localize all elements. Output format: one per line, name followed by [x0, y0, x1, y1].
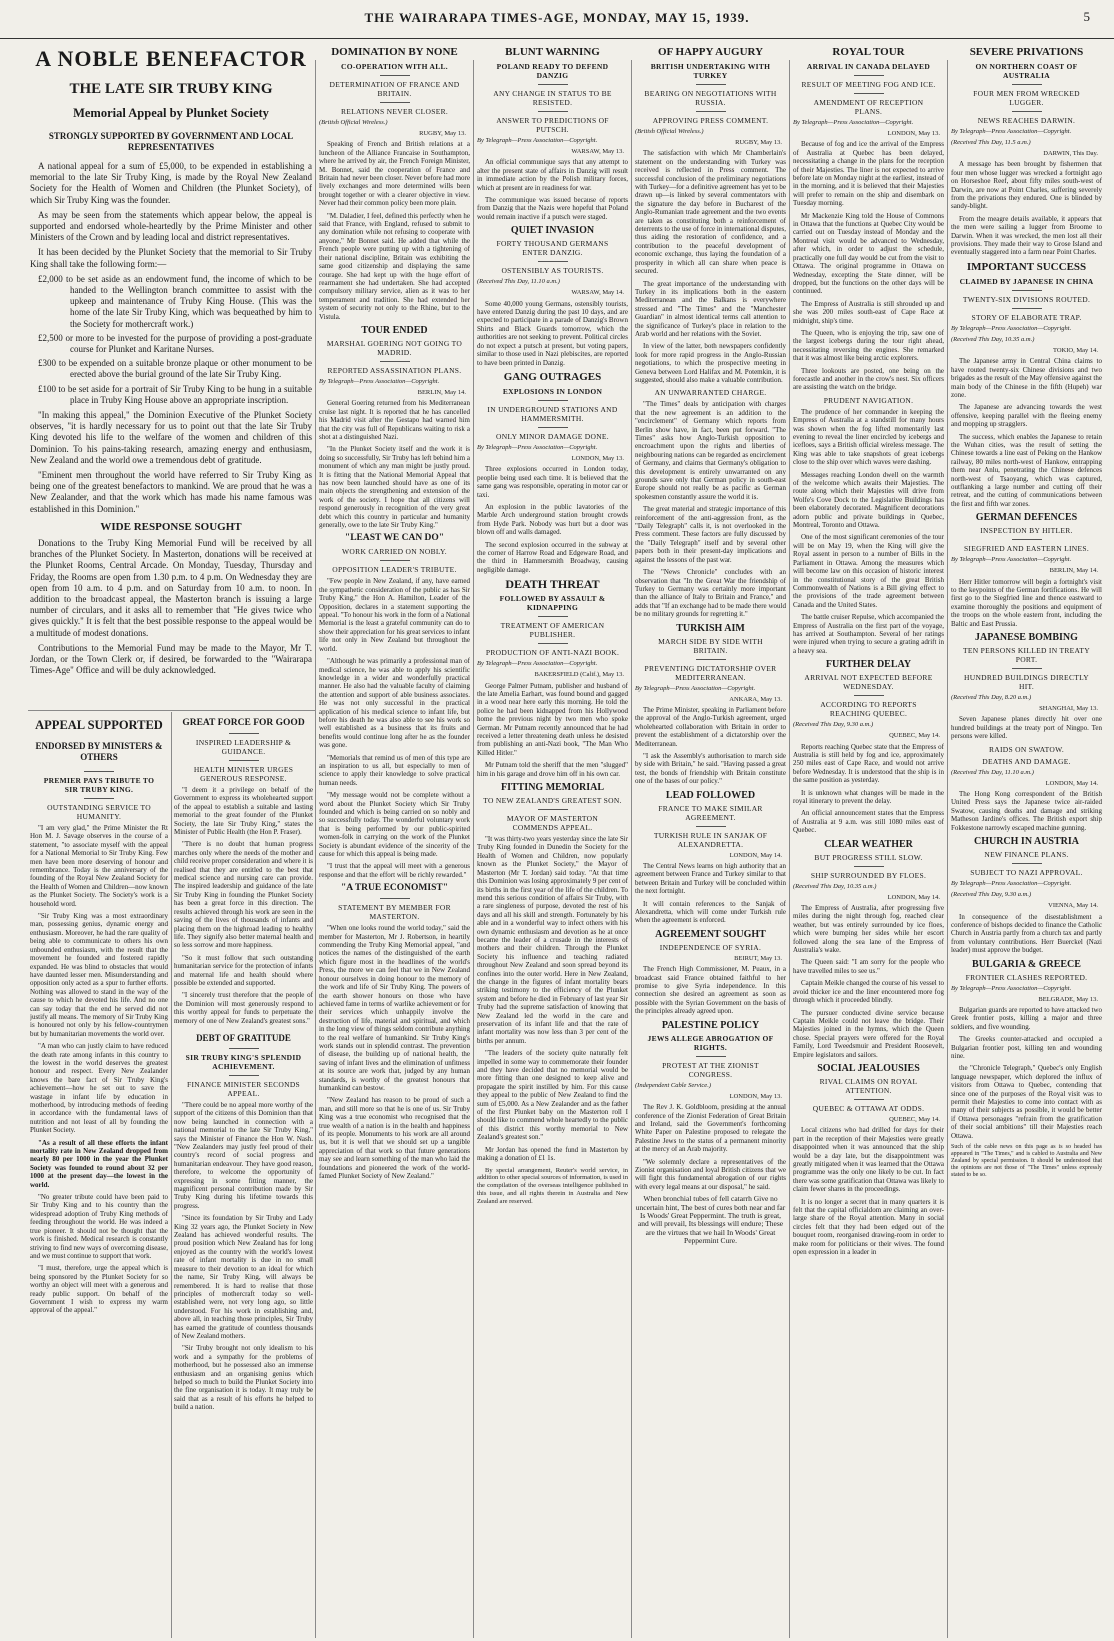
section-heading: CHURCH IN AUSTRIA [973, 836, 1079, 848]
section-heading: QUIET INVASION [510, 225, 595, 237]
paragraph: "Sir Truby brought not only idealism to his work and a sympathy for the problems of motherhood, but he possessed also an immense enthusiasm and an organising genius which helped so much to build the Plunket Society into the fine organisation it is today. It may truly be said that as a result of his efforts he helped to build a nation. [174, 1344, 313, 1412]
paragraph: The Rev J. K. Goldbloom, presiding at the annual conference of the Zionist Federation of Great Britain and Ireland, said the Government's forthcoming White Paper on Palestine proposed to relegate the Palestine Jews to the status of a permanent minority at the mercy of an Arab majority. [635, 1103, 786, 1154]
subheadline: STORY OF ELABORATE TRAP. [971, 312, 1082, 322]
paragraph: "Although he was primarily a professional man of medical science, he was able to apply his scientific knowledge in a wider and wonderfully practical manner. He also had the valuable faculty of claiming the attention and support of able business associates. He was not only successful in the practical application of his medical science to infant life, but before his death he was also able to see his work so well established as a business that its fruits and benefits would continue long after he as the founder was gone. [319, 657, 470, 750]
paragraph: "There is no doubt that human progress marches only where the needs of the mother and child receive proper consideration and where it is realised that they are entitled to the best that medical science and nursing care can provide. The inspired leadership and guidance of the late Sir Truby King in founding the Plunket Society has been a great force in this direction. The results achieved through his work are seen in the saving of the lives of thousands of infants and placing them on the highroad leading to healthy life. They signify also better maternal health and so less sorrow and more happiness. [174, 840, 313, 950]
paragraph: "Sir Truby King was a most extraordinary man, possessing genius, dynamic energy and enthusiasm. Moreover, he had the rare quality of being able to communicate to others his own unbounded enthusiasm, with the result that the movement he founded and fostered rapidly expanded. He was blind to obstacles that would have daunted lesser men. Misunderstanding and opposition only acted as a spur to further efforts. Nothing was allowed to stand in the way of the cause to which he devoted his life. And no one can say today that the end he served did not justify all means. The memory of Sir Truby King is honoured not only by his fellow-countrymen but by humanitarian movements the world over. [30, 912, 168, 1038]
page-number: 5 [1083, 9, 1090, 24]
divider [229, 760, 259, 761]
paragraph: Donations to the Truby King Memorial Fund will be received by all branches of the Plunket Society. In Masterton, donations will be received at the Plunket Rooms, Central Arcade. On Monday, Tuesday, Thursday and Friday, the Rooms are open from 1.30 p.m. to 4 p.m. On Wednesday they are open from 10 a.m. to 4 p.m. and on Saturday from 10 a.m. to noon. In addition to the broadcast appeal, the Masterton branch is issuing a large number of circulars, and it asks all to remember that "He gives twice who gives quickly." It is felt that the best possible response to the appeal would be a multitude of modest donations. [30, 537, 312, 638]
subheadline: PREMIER PAYS TRIBUTE TO SIR TRUBY KING. [43, 776, 155, 794]
credit-line: By Telegraph—Press Association—Copyright. [951, 556, 1072, 564]
paragraph: "There could be no appeal more worthy of the support of the citizens of this Dominion than that now being launched in connection with a national memorial to the late Sir Truby King," says the Minister of Finance the Hon W. Nash. "New Zealanders may justly feel proud of their country's record of social progress and humanitarian endeavour. They have good reason, therefore, to welcome the opportunity of expressing in some fitting manner, the magnificent personal contribution made by Sir Truby King during his lifetime towards this progress. [174, 1100, 313, 1210]
paragraph: Contributions to the Memorial Fund may be made to the Mayor, Mr T. Jordan, or the Town Clerk or, if desired, be forwarded to the "Wairarapa Times-Age" Office and will be duly acknowledged. [30, 642, 312, 676]
section-heading: AGREEMENT SOUGHT [655, 928, 766, 940]
subheadline: MARCH SIDE BY SIDE WITH BRITAIN. [658, 636, 763, 655]
dateline: LONDON, May 14. [729, 851, 782, 859]
paragraph: Local citizens who had drilled for days for their part in the reception of their Majesties were greatly disappointed when it was announced that the ship would be a day late, but the disappointment was greatly mitigated when it was learned that the Ottawa programme was the only one likely to be cut. In fact there was some gratification that Ottawa was likely to claim fewer shares in the proceedings. [793, 1126, 944, 1194]
credit-line: By Telegraph—Press Association—Copyright. [477, 137, 598, 144]
divider [538, 616, 568, 617]
paragraph: General Goering returned from his Mediterranean cruise last night. It is reported that he has cancelled his Madrid visit after the Gestapo had warned him that the city was full of Republicans waiting to risk a shot at a distinguished Nazi. [319, 399, 470, 441]
subheadline: STATEMENT BY MEMBER FOR MASTERTON. [338, 903, 451, 922]
list-item: £100 to be set aside for a portrait of Sir Truby King to be hung in a suitable place in Truby King House above an appropriate inscription. [38, 383, 312, 405]
paragraph: "The leaders of the society quite naturally felt impelled in some way to commemorate their founder and they have decided that no memorial would be more fitting than one designed to keep alive and propagate the spirit instilled by him. For this cause they appeal to the public of New Zealand to find the sum of £5,000. As a New Zealander and as the father of the first Plunket baby on the Masterton roll I should like to commend whole heartedly to the public of this district this worthy memorial to New Zealand's greatest son." [477, 1049, 628, 1142]
paragraph: The satisfaction with which Mr Chamberlain's statement on the understanding with Turkey was received is reflected in Press comment. The successful conclusion of the preliminary negotiations with Turkey—for a definitive agreement has yet to be drawn up—is linked by several commentators with the signature the day before in Bucharest of the Anglo-Rumanian trade agreement and the two events are taken as constituting both a reinforcement of deterrents to the use of force in international disputes, thus aiding the restoration of confidence, and a contribution to the peaceful development of economic exchange, thus laying the foundation of a prosperity in which all can share when peace is secured. [635, 149, 786, 276]
paragraph: "Memorials that remind us of men of this type are an inspiration to us all, but especially to men of science to apply their knowledge to solve practical human needs. [319, 753, 470, 787]
column-4 [635, 42, 786, 1638]
subheadline: ONLY MINOR DAMAGE DONE. [496, 431, 609, 441]
list-item: £2,000 to be set aside as an endowment fund, the income of which to be handed to the Wellington branch committee to assist with the upkeep and maintenance of Truby King House. (This was the home of the late Sir Truby King, which was bequeathed by him to the Society for mothercraft work.) [38, 273, 312, 329]
divider [538, 261, 568, 262]
subheadline: TWENTY-SIX DIVISIONS ROUTED. [962, 294, 1091, 304]
divider [380, 102, 410, 103]
paragraph: From the meagre details available, it appears that the men were sailing a lugger from Broome to Darwin. When it was wrecked, the men lost all their provisions. They made their way to Grose Island and eventually staggered into a farm near Point Charles. [951, 214, 1102, 257]
credit-line: By Telegraph—Press Association—Copyright. [477, 660, 598, 668]
headline: GREAT FORCE FOR GOOD [182, 718, 305, 728]
paragraph: The communique was issued because of reports from Danzig that the Nazis were hopeful that Poland would remain inactive if a putsch were staged. [477, 196, 628, 221]
paragraph: The pursuer conducted divine service because Captain Meikle could not leave the bridge. Their Majesties joined in the hymns, which the Queen chose. Special prayers were offered for the Royal Family, Lord Tweedsmuir and President Roosevelt, Empire legislators and sailors. [793, 1008, 944, 1059]
paragraph: Mr Jordan has opened the fund in Masterton by making a donation of £1 1s. [477, 1145, 628, 1163]
reuters-note: By special arrangement, Reuter's world service, in addition to other special sources of information, is used in the compilation of the overseas intelligence published in this issue, and all rights therein in Australia and New Zealand are reserved. [477, 1166, 628, 1205]
subheadline: EXPLOSIONS IN LONDON [502, 386, 603, 396]
dateline: WARSAW, May 14. [571, 289, 624, 297]
section-heading: DEATH THREAT [505, 577, 600, 592]
subheadline: NEWS REACHES DARWIN. [977, 116, 1076, 125]
paragraph: "In the Plunket Society itself and the work it is doing so successfully, Sir Truby has left behind him a monument of which any man might be justly proud. It is fitting that the National Memorial Appeal that has now been launched should have as one of its main objects the strengthening and extension of the work of the society. I hope that all citizens will respond generously in recognition of the very great debt which this country in particular and humanity generally, owe to the late Sir Truby King." [319, 445, 470, 530]
subheadline: SIR TRUBY KING'S SPLENDID ACHIEVEMENT. [185, 1052, 302, 1071]
paragraph: the "Chronicle Telegraph," Quebec's only English language newspaper, which deplored the influx of visitors from Ottawa to Quebec, contending that since one of the purposes of the Royal visit was to permit their Majesties to come into contact with as many of their subjects as possible, it would be better if Ottawa personages "refrain from the gratification of their social ambitions" till their Majesties reach Ottawa. [951, 1064, 1102, 1140]
section-heading: "A TRUE ECONOMIST" [341, 883, 448, 894]
paragraph: The Hong Kong correspondent of the British United Press says the Japanese twice air-raided Swatow, causing deaths and damage and striking Matheson Jardine's offices. The British export ship Fokkestone narrowly escaped machine gunning. [951, 790, 1102, 832]
section-heading: FURTHER DELAY [825, 659, 912, 671]
paragraph: As may be seen from the statements which appear below, the appeal is supported and endorsed whole-heartedly by the Prime Minister and other Ministers of the Crown and by leading local and district representatives. [30, 209, 312, 243]
headline: DOMINATION BY NONE [331, 46, 458, 58]
subheadline: TEN PERSONS KILLED IN TREATY PORT. [962, 646, 1090, 665]
dateline: LONDON, May 14. [887, 893, 940, 901]
credit-line: (Received This Day, 9.30 a.m.) [951, 891, 1032, 899]
paragraph: Because of fog and ice the arrival of the Empress of Australia at Quebec has been delayed, necessitating a change in the plans for the reception of their Majesties. The liner is not expected to arrive before late on Monday night at the earliest, instead of in the morning, and it is believed that their Majesties will prefer to remain on the ship and disembark on Tuesday morning. [793, 140, 944, 208]
subheadline: FRANCE TO MAKE SIMILAR AGREEMENT. [658, 803, 763, 822]
paragraph: "I must, therefore, urge the appeal which is being sponsored by the Plunket Society for so worthy an object will meet with a generous and ready public support. On behalf of the Government I wish to express my warm approval of the appeal." [30, 1264, 168, 1315]
subheadline: FINANCE MINISTER SECONDS APPEAL. [186, 1079, 301, 1098]
paragraph: "So it must follow that such outstanding humanitarian service for the protection of infants and maternal life and health should where possible be extended and supported. [174, 953, 313, 987]
divider [696, 659, 726, 660]
divider [380, 75, 410, 76]
paragraph: "We solemnly declare a representatives of the Zionist organisation and loyal British citizens that we will fight this fundamental abrogation of our rights with every legal means at our disposal," he said. [635, 1157, 786, 1191]
subheadline: WORK CARRIED ON NOBLY. [342, 547, 447, 557]
credit-line: (Received This Day, 11.10 a.m.) [951, 768, 1034, 776]
dateline: BELGRADE, May 13. [1038, 995, 1098, 1003]
column-rule [947, 60, 948, 1638]
divider [380, 560, 410, 561]
masthead [0, 0, 1114, 39]
divider [1012, 863, 1042, 864]
list-item: £2,500 or more to be invested for the purpose of providing a post-graduate course for Plunket and Karitane Nurses. [38, 332, 312, 355]
paragraph: In view of the latter, both newspapers confidently look for more rapid progress in the Anglo-Russian negotiations, to which the prospective meeting in Geneva between Lord Halifax and M. Potemkin, it is suggested, should also make a valuable contribution. [635, 342, 786, 384]
divider [84, 798, 114, 799]
subheadline: CO-OPERATION WITH ALL. [341, 62, 448, 71]
dateline: BAKERSFIELD (Calif.), May 13. [534, 671, 624, 679]
divider [854, 695, 884, 696]
subheadline: PREVENTING DICTATORSHIP OVER MEDITERRANEAN. [644, 663, 777, 682]
section-heading: FITTING MEMORIAL [500, 782, 605, 794]
subheadline: NEW FINANCE PLANS. [984, 850, 1069, 860]
subheadline: RELATIONS NEVER CLOSER. [340, 107, 449, 116]
column-rule [171, 712, 172, 1638]
paragraph: "My message would not be complete without a word about the Plunket Society which Sir Truby founded and which is being carried on so nobly and so successfully today. The wonderful voluntary work that is being performed by our public-spirited women-folk in carrying on the work of the Plunket Society is abundant evidence of the sincerity of the cause for which this appeal is being made. [319, 791, 470, 859]
paragraph: The Empress of Australia, after progressing five miles during the night through fog, reached clear weather, but was entirely surrounded by ice floes, which were bumping her sides while her escort followed along the sea lane of the Empress of Australia's wake. [793, 904, 944, 955]
credit-line: By Telegraph—Press Association—Copyright. [951, 984, 1072, 992]
paragraph: "New Zealand has reason to be proud of such a man, and still more so that he is one of us. Sir Truby King was a true economist who recognised that the true wealth of a nation is in the health and happiness of its people. Monuments to his work are all around us, but it is well that we should set up a tangible appreciation of that work so that future generations may see and learn something of the man who laid the foundations and pioneered the work of the world-famed Plunket Society of New Zealand." [319, 1096, 470, 1181]
section-heading: TOUR ENDED [361, 324, 428, 336]
divider [538, 643, 568, 644]
dateline: VIENNA, May 14. [1048, 902, 1098, 910]
divider [538, 111, 568, 112]
subheadline: SHIP SURROUNDED BY FLOES. [810, 870, 927, 880]
column-3 [477, 42, 628, 1638]
times-note: Such of the cable news on this page as is so headed has appeared in "The Times," and is cabled to Australia and New Zealand by special permission. It should be understood that the opinions are not those of "The Times" unless expressly stated to be so. [951, 1144, 1102, 1179]
credit-line: (Received This Day, 11.10 a.m.) [477, 278, 560, 286]
subheadline: FRONTIER CLASHES REPORTED. [965, 972, 1088, 982]
paragraph: "When one looks round the world today," said the member for Masterton, Mr J. Robertson, in heartily commending the Truby King Memorial appeal, "and notices the names of the distinguished of the earth which figure most in the headlines of the world's Press, the more we can feel that we in New Zealand honour ourselves in doing honour to the memory of the work and life of Sir Truby King. The powers of the earth shower honours on those who have achieved fame in terms of warlike achievement or for their services which unhappily involve the destruction of life, material and spiritual, and which in the long view of things seldom contribute anything to the real welfare of humankind. Sir Truby King's work stands out in splendid contrast. The prevention of disease, the building up of national health, the saving of infant lives and the elimination of unfitness at its source are work that, judged by any human standards, is worthy of the greatest honours that humankind can bestow. [319, 924, 470, 1092]
credit-line: (Received This Day, 10.35 a.m.) [951, 335, 1035, 343]
subheadline: OPPOSITION LEADER'S TRIBUTE. [332, 565, 457, 575]
paragraph: "The Times" deals by anticipation with charges that the new agreement is an addition to the "encirclement" of Germany which reports from Berlin show have, in fact, been put forward. "The Times" asks how Anglo-Turkish opposition to encroachment upon the rights and liberties of neighbouring nations can be regarded as encirclement of Germany, and claims that Germany's obligation to this development is entirely unwarranted on any grounds save only that German policy in south-east Europe should not really be as pacific as German spokesmen constantly assure the world it is. [635, 400, 786, 501]
credit-line: By Telegraph—Press Association—Copyright. [951, 324, 1072, 332]
memorial-allocation-list [38, 273, 312, 406]
article-great-force-for-good [174, 714, 313, 1638]
subheadline: THE LATE SIR TRUBY KING [69, 81, 273, 97]
paragraph: The great material and strategic importance of this reinforcement of the anti-aggression front, as the "Daily Telegraph" calls it, is not overlooked in the Press comment. These factors are fully discussed by the "Daily Telegraph" itself and by several other papers both in their present-day implications and against the lessons of the past war. [635, 505, 786, 564]
subheadline: SUBJECT TO NAZI APPROVAL. [970, 868, 1083, 878]
divider [84, 771, 114, 772]
credit-line: By Telegraph—Press Association—Copyright. [319, 377, 440, 385]
paragraph: Reports reaching Quebec state that the Empress of Australia is still held by fog and ice, approximately 250 miles east of Cape Race, and would not arrive before Wednesday. It is understood that the ship is in the same position as yesterday. [793, 742, 944, 785]
paragraph: The second explosion occurred in the subway at the corner of Harrow Road and Edgeware Road, and the third in Hammersmith Broadway, causing negligible damage. [477, 540, 628, 574]
paragraph: A message has been brought by fishermen that four men whose lugger was wrecked a fortnight ago on Horseshoe Reef, about fifty miles south-west of Darwin, are now at Point Charles, suffering severely from the privations they endured. One is blinded by sandy-blight. [951, 160, 1102, 211]
section-heading: GERMAN DEFENCES [975, 512, 1078, 524]
headline: OF HAPPY AUGURY [657, 46, 764, 58]
section-heading: SOCIAL JEALOUSIES [817, 1062, 920, 1074]
section-heading: LEAD FOLLOWED [665, 789, 756, 801]
subheadline: BRITISH UNDERTAKING WITH TURKEY [650, 62, 771, 80]
paragraph: The Queen said: "I am sorry for the people who have travelled miles to see us." [793, 958, 944, 975]
paragraph: "M. Daladier, I feel, defined this perfectly when he said that France, with England, refused to submit to any domination while not refusing to cooperate with anyone," Mr Bonnet said. He added that while the French people were putting up with a tightening of their national discipline, Britain was exhibiting the same good citizenship and displaying the same courage. She had kept up with the huge effort of rearmament she had undertaken. She had accepted compulsory military service, alien as it was to her temperament and tradition. She had extended her system of security not only to the Rhine, but to the Vistula. [319, 211, 470, 321]
subheadline: Memorial Appeal by Plunket Society [73, 106, 269, 120]
section-heading: BULGARIA & GREECE [972, 958, 1081, 970]
subheadline: BEARING ON NEGOTIATIONS WITH RUSSIA. [644, 89, 777, 107]
masthead-title: THE WAIRARAPA TIMES-AGE, MONDAY, MAY 15, 1939. [364, 10, 750, 25]
divider [1012, 290, 1042, 291]
divider [538, 427, 568, 428]
subheadline: ON NORTHERN COAST OF AUSTRALIA [975, 62, 1078, 80]
paragraph: It is no longer a secret that in many quarters it is felt that the capital officialdom are claiming an over-large share of the Royal attention. Many in social circles felt that they had been edged out of the bouquet room, reorganised drawing-room in order to make room for politicians or their wives. The found open expression in a leader in [793, 1197, 944, 1257]
divider [538, 809, 568, 810]
paragraph: Seven Japanese planes directly hit over one hundred buildings at the treaty port of Ningpo. Ten persons were killed. [951, 715, 1102, 741]
dateline: BERLIN, May 14. [1049, 567, 1098, 575]
divider [1012, 308, 1042, 309]
divider [696, 111, 726, 112]
dateline: LONDON, May 13. [887, 130, 940, 137]
article-appeal-supported [30, 714, 168, 1638]
dateline: QUEBEC, May 14. [889, 732, 940, 740]
subheadline: MARSHAL GOERING NOT GOING TO MADRID. [326, 338, 463, 357]
divider [696, 826, 726, 827]
subheadline: APPROVING PRESS COMMENT. [652, 116, 769, 125]
section-heading: WIDE RESPONSE SOUGHT [100, 520, 242, 533]
credit-line: By Telegraph—Press Association—Copyright. [793, 119, 914, 126]
section-heading: GANG OUTRAGES [503, 370, 602, 383]
divider [854, 75, 884, 76]
paragraph: The French High Commissioner, M. Puaux, in a broadcast said France obtained faithful to her promise to give Syria independence. In this connection she desired an agreement as soon as possible with the Syrian Government on the basis of the principles already agreed upon. [635, 965, 786, 1016]
divider [380, 361, 410, 362]
paragraph: In consequence of the disestablishment a conference of bishops decided to finance the Catholic Church in Austria partly from a church tax and partly from voluntary contributions. Herr Buerckel (Nazi leader) must approve the budget. [951, 912, 1102, 955]
subheadline: TREATMENT OF AMERICAN PUBLISHER. [500, 621, 605, 640]
paragraph: "Eminent men throughout the world have referred to Sir Truby King as being one of the greatest benefactors to mankind. We are proud that he was a New Zealander, and that the work which has made his name famous was established in this Dominion." [30, 470, 312, 514]
subheadline: REPORTED ASSASSINATION PLANS. [327, 365, 462, 375]
dateline: ANKARA, May 13. [729, 695, 782, 703]
subheadline: OUTSTANDING SERVICE TO HUMANITY. [47, 803, 151, 821]
divider [854, 93, 884, 94]
divider [854, 1099, 884, 1100]
subheadline: BUT PROGRESS STILL SLOW. [814, 852, 923, 862]
paragraph: An official communique says that any attempt to alter the present state of affairs in Danzig will result in immediate action by the Polish military forces, which at present are in readiness for war. [477, 158, 628, 192]
divider [538, 400, 568, 401]
paragraph: The Prime Minister, speaking in Parliament before the approval of the Anglo-Turkish agreement, urged wholehearted collaboration with Britain in order to prevent the establishment of a dictatorship over the Mediterranean. [635, 705, 786, 748]
column-2 [319, 42, 470, 1638]
paragraph: It is unknown what changes will be made in the royal itinerary to prevent the delay. [793, 788, 944, 805]
credit-line: (Received This Day, 9.30 a.m.) [793, 721, 874, 729]
paragraph: "In making this appeal," the Dominion Executive of the Plunket Society observes, "it is hardly necessary for us to point out that the late Sir Truby King devoted his life to the welfare of the women and children of this Dominion. To his pains-taking research, amazing energy and enthusiasm, New Zealand and the world owe a tremendous debt of gratitude. [30, 410, 312, 465]
section-heading: "LEAST WE CAN DO" [344, 533, 445, 544]
divider [854, 866, 884, 867]
paragraph: The success, which enables the Japanese to retain the Wuhan cities, was the result of setting the Chinese towards a line east of Peking on the Hankow railway, 80 miles north-west of Hankow, entrapping them near Anlu, penetrating the Chinese defences north-west of Tsaoyang, which was captured, outflanking a large number and cutting off their retreat, and the cutting of communications between the first and fifth war zones. [951, 432, 1102, 508]
dateline: RUGBY, May 13. [419, 130, 466, 137]
credit-line: By Telegraph—Press Association—Copyright. [951, 128, 1072, 135]
paragraph: An explosion in the public lavatories of the Marble Arch underground station brought crowds from Hyde Park. Nobody was hurt but a door was blown off and walls damaged. [477, 502, 628, 537]
paragraph: George Palmer Putnam, publisher and husband of the late Amelia Earhart, was found bound and gagged in a wood near here early this morning. He told the police he had been kidnapped from his Hollywood home the previous night by two men who spoke German. Mr Putnam recently announced that he had received a letter threatening death unless he desisted from publishing an anti-Nazi book, "The Man Who Killed Hitler." [477, 681, 628, 757]
dateline: BEIRUT, May 13. [734, 954, 782, 962]
subheadline: INDEPENDENCE OF SYRIA. [659, 942, 762, 952]
dateline: LONDON, May 13. [729, 1092, 782, 1100]
credit-line: (Independent Cable Service.) [635, 1081, 711, 1089]
divider [229, 1048, 259, 1049]
subheadline: ARRIVAL IN CANADA DELAYED [806, 62, 931, 71]
subheadline: IN UNDERGROUND STATIONS AND HAMMERSMITH. [487, 404, 618, 423]
divider [229, 1075, 259, 1076]
dateline: QUEBEC, May 14. [889, 1115, 940, 1123]
subheadline: POLAND READY TO DEFEND DANZIG [496, 62, 609, 80]
paragraph: The battle cruiser Repulse, which accompanied the Empress of Australia on the first part of the voyage, has arrived at Southampton. Several of her ratings were injured when trying to secure a grating adrift in a heavy sea. [793, 613, 944, 655]
subheadline: FORTY THOUSAND GERMANS ENTER DANZIG. [496, 239, 609, 258]
paragraph: Captain Meikle changed the course of his vessel to avoid thicker ice and the liner encountered more fog through which it proceeded blindly. [793, 979, 944, 1005]
paragraph: Three lookouts are posted, one being on the forecastle and another in the crow's nest. Six officers are assisting the watch on the bridge. [793, 366, 944, 392]
subheadline: RESULT OF MEETING FOG AND ICE. [801, 80, 936, 89]
subheadline: CLAIMED BY JAPANESE IN CHINA [959, 276, 1094, 286]
dateline: BERLIN, May 14. [417, 388, 466, 396]
paragraph: Three explosions occurred in London today, peoplie being used each time. It is believed that the same gang was responsible, operating in motor car or taxi. [477, 465, 628, 499]
divider [1012, 111, 1042, 112]
subheadline: OSTENSIBLY AS TOURISTS. [501, 266, 604, 276]
paragraph: "A man who can justly claim to have reduced the death rate among infants in this country to the lowest in the world deserves the greatest honour and respect. Every New Zealander knows the bare fact of Sir Truby King's achievement—how he set out to save the wastage in infant life by education in motherhood, by introducing methods of feeding in accordance with the fundamental laws of nutrition and not least of all by founding the Plunket Society. [30, 1042, 168, 1135]
paragraph: It has been decided by the Plunket Society that the memorial to Sir Truby King shall take the following form:— [30, 247, 312, 269]
paragraph: It will contain references to the Sanjak of Alexandretta, which will come under Turkish rule when the agreement is enforced. [635, 899, 786, 925]
paragraph: "I ask the Assembly's authorisation to march side by side with Britain," he said. "Having passed a great test, the bonds of friendship with Britain constitute one of the bases of our policy." [635, 751, 786, 786]
dateline: SHANGHAI, May 13. [1039, 705, 1098, 713]
subheadline: AN UNWARRANTED CHARGE. [654, 388, 767, 398]
credit-line: (Received This Day, 8.20 a.m.) [951, 694, 1032, 702]
subheadline: ENDORSED BY MINISTERS & OTHERS [35, 741, 163, 762]
subheadline: DEATHS AND DAMAGE. [982, 756, 1071, 766]
list-item: £300 to be expended on a suitable bronze plaque or other monument to be erected above the burial ground of the late Sir Truby King. [38, 358, 312, 380]
column-5 [793, 42, 944, 1638]
paragraph: The prudence of her commander in keeping the Empress of Australia at a standstill for many hours was shown when the fog lifted momentarily last evening to reveal the liner encircled by icebergs and icefloes, says a British official wireless message. The King was able to take snapshots of great icebergs close to the ship over which waves were dashing. [793, 407, 944, 467]
credit-line: (Received This Day, 11.5 a.m.) [951, 139, 1031, 146]
paragraph: Mr Mackenzie King told the House of Commons in Ottawa that the functions at Quebec City would be carried out on Tuesday instead of Monday and the Montreal visit would be advanced to Wednesday, after which, in order to adjust the schedule, practically one full day would be cut from the visit to Ottawa. The original programme in Ottawa on Wednesday, excepting the State dinner, will be dropped, but the functions on the other days will be continued. [793, 211, 944, 296]
subheadline: ANY CHANGE IN STATUS TO BE RESISTED. [493, 89, 612, 107]
paragraph: The "News Chronicle" concludes with an observation that "In the Great War the friendship of Turkey to Germany was certainly more important than the alliance of Italy to Britain and France," and adds that "If an exchange had to be made there would be no military grounds for regretting it." [635, 568, 786, 619]
paragraph: "I trust that the appeal will meet with a generous response and that the effort will be richly rewarded." [319, 862, 470, 879]
paragraph: "Since its foundation by Sir Truby and Lady King 32 years ago, the Plunket Society in New Zealand has achieved wonderful results. The proud position which New Zealand has for long enjoyed as the country with the world's lowest rate of infant mortality is due in no small measure to their devotion to an ideal for which the name, Sir Truby King, will always be remembered. It is hard to realise that those principles of mothercraft today so well-established were, not very long ago, so little understood. For his work in establishing and, above all, in teaching those principles, Sir Truby has earned the gratitude of countless thousands of New Zealand mothers. [174, 1214, 313, 1340]
subheadline: STRONGLY SUPPORTED BY GOVERNMENT AND LOCAL REPRESENTATIVES [48, 131, 294, 152]
section-heading: JAPANESE BOMBING [975, 632, 1078, 644]
section-heading: CLEAR WEATHER [824, 838, 913, 850]
subheadline: TO NEW ZEALAND'S GREATEST SON. [483, 796, 622, 806]
dateline: LONDON, May 14. [1045, 779, 1098, 787]
subheadline: RAIDS ON SWATOW. [988, 744, 1065, 754]
dateline: LONDON, May 13. [571, 454, 624, 462]
paragraph: "I sincerely trust therefore that the people of the Dominion will most generously respond to this worthy appeal for funds to perpetuate the memory of one of New Zealand's greatest sons." [174, 991, 313, 1025]
subheadline: AMENDMENT OF RECEPTION PLANS. [813, 98, 924, 116]
headline: BLUNT WARNING [505, 46, 600, 58]
column-rule [789, 60, 790, 1638]
subheadline: ANSWER TO PREDICTIONS OF PUTSCH. [496, 116, 609, 134]
paragraph: The Central News learns on high authority that an agreement between France and Turkey similar to that between Britain and Turkey will be concluded within the next fortnight. [635, 862, 786, 896]
dateline: RUGBY, May 13. [735, 139, 782, 146]
headline: ROYAL TOUR [832, 46, 905, 58]
section-heading: TURKISH AIM [676, 622, 745, 634]
paragraph: "It was thirty-two years yesterday since the late Sir Truby King founded in Dunedin the Society for the Health of Women and Children, now popularly known as the Plunket Society," the Mayor of Masterton (Mr T. Jordan) said today. "At that time this Dominion was losing approximately 9 per cent of its births in the first year of the life of the children. To mend this serious condition of affairs Sir Truby, with a rare singleness of purpose, devoted the rest of his days and all his skill and strength. Fortunately by his able and in a wonderful way to infect others with his own dynamic enthusiasm and devotion as he at once became the leader of a crusade in the interests of mothers and their children. Through the Plunket Society his influence and teaching radiated throughout New Zealand and soon spread beyond its confines into the outer world. Here in New Zealand, the change in the figures of infant mortality bears striking testimony to the efficiency of the Plunket system and before he died in February of last year Sir Truby had the supreme satisfaction of knowing that New Zealand led the world in the care and preservation of its infant life and that the rate of infant mortality was now less than 3 per cent of the births per annum. [477, 835, 628, 1045]
headline: APPEAL SUPPORTED [35, 718, 163, 732]
headline: A NOBLE BENEFACTOR [35, 46, 307, 71]
column-6 [951, 42, 1102, 1638]
credit-line: (British Official Wireless.) [319, 119, 388, 126]
subheadline: INSPIRED LEADERSHIP & GUIDANCE. [195, 738, 292, 756]
divider [229, 733, 259, 734]
dateline: TOKIO, May 14. [1052, 346, 1098, 354]
credit-line: By Telegraph—Press Association—Copyright. [635, 684, 756, 692]
column-rule [315, 60, 316, 1638]
subheadline: HUNDRED BUILDINGS DIRECTLY HIT. [964, 673, 1089, 692]
paragraph: Bulgarian guards are reported to have attacked two Greek frontier posts, killing a major and three soldiers, and five wounding. [951, 1005, 1102, 1031]
paragraph: The Japanese army in Central China claims to have routed twenty-six Chinese divisions and two brigades as the result of the May offensive against the main body of the Chinese in the fifth (Hupeh) war zone. [951, 357, 1102, 399]
paragraph: An official announcement states that the Empress of Australia at 9 a.m. was still 1080 miles east of Quebec. [793, 809, 944, 835]
paragraph: "No greater tribute could have been paid to Sir Truby King and to his country than the widespread adoption of Truby King methods of feeding throughout the world. He was indeed a true pioneer. It should not be thought that the work is finished. Medical research is constantly striving to find new ways of overcoming disease, and we must continue to support that work. [30, 1193, 168, 1260]
credit-line: (Received This Day, 10.35 a.m.) [793, 882, 877, 890]
paragraph: "I am very glad," the Prime Minister the Rt Hon M. J. Savage observes in the course of a statement, "to associate myself with the appeal for a National Memorial to Sir Truby King. Few men have been more deserving of honour and remembrance. Today is the anniversary of the founding of the Royal New Zealand Society for the Health of Women and Children—now known as the Plunket Society. The Society's work is a household word. [30, 824, 168, 908]
section-rule [28, 710, 315, 711]
paragraph: The great importance of the understanding with Turkey in its implications both in the eastern Mediterranean and the Balkans is everywhere stressed and "The Times" and the "Manchester Guardian" in almost identical terms call attention to the significance of Turkey's place in relation to the Arab world and her relations with the Soviet. [635, 279, 786, 338]
paragraph: "I deem it a privilege on behalf of the Government to express its wholehearted support of the appeal to establish a suitable and lasting memorial to the great founder of the Plunket Society, the late Sir Truby King," states the Minister of Public Health (the Hon P. Fraser). [174, 786, 313, 837]
divider [1012, 668, 1042, 669]
section-heading: PALESTINE POLICY [661, 1019, 760, 1031]
column-rule [473, 60, 474, 1638]
section-heading: IMPORTANT SUCCESS [966, 260, 1087, 273]
subheadline: TURKISH RULE IN SANJAK OF ALEXANDRETTA. [653, 830, 768, 849]
subheadline: DETERMINATION OF FRANCE AND BRITAIN. [329, 80, 460, 98]
subheadline: ARRIVAL NOT EXPECTED BEFORE WEDNESDAY. [804, 673, 933, 692]
headline: SEVERE PRIVATIONS [969, 46, 1084, 58]
credit-line: By Telegraph—Press Association—Copyright. [951, 880, 1072, 888]
paragraph: Speaking of French and British relations at a luncheon of the Alliance Francaise in Southampton, where he arrived by air, the French Foreign Minister, M. Bonnet, said the cooperation of France and Britain had never been closer. Never before had more lively exchanges and more determined wills been brought together or with a clearer objective in view. Never had their common policy been more plain. [319, 140, 470, 208]
divider [1012, 539, 1042, 540]
dateline: WARSAW, May 13. [571, 148, 624, 155]
paragraph: "As a result of all these efforts the infant mortality rate in New Zealand dropped from nearly 80 per 1000 in the year the Plunket Society was founded to round about 32 per 1000 at the present day—the lowest in the world. [30, 1138, 168, 1189]
paragraph: The Japanese are advancing towards the west offensive, keeping parallel with the fleeing enemy and mopping up stragglers. [951, 403, 1102, 429]
subheadline: HEALTH MINISTER URGES GENEROUS RESPONSE. [193, 765, 294, 783]
paragraph: The Empress of Australia is still shrouded up and she was 200 miles south-east of Cape Race at midnight, ship's time. [793, 299, 944, 325]
subheadline: JEWS ALLEGE ABROGATION OF RIGHTS. [647, 1033, 774, 1052]
credit-line: (British Official Wireless.) [635, 128, 704, 135]
subheadline: INSPECTION BY HITLER. [980, 526, 1073, 536]
subheadline: PRODUCTION OF ANTI-NAZI BOOK. [485, 648, 620, 658]
advertisement-verse: When bronchial tubes of fell catarrh Give no uncertain hint, The best of cures both near and far Is Woods' Great Peppermint. The truth is great, and will prevail, Its blessings will endure; These are the virtues that we hail In Woods' Great Peppermint Cure. [635, 1194, 786, 1246]
subheadline: QUEBEC & OTTAWA AT ODDS. [812, 1103, 925, 1113]
divider [696, 1056, 726, 1057]
subheadline: PROTEST AT THE ZIONIST CONGRESS. [662, 1060, 759, 1079]
subheadline: SIEGFRIED AND EASTERN LINES. [963, 544, 1090, 554]
subheadline: FOUR MEN FROM WRECKED LUGGER. [973, 89, 1080, 107]
divider [1012, 84, 1042, 85]
paragraph: Herr Hitler tomorrow will begin a fortnight's visit to the keypoints of the German fortifications. He will first go to the Siegfried line and thence eastward to examine thoroughly the positions and equipment of the troops on the whole eastern front, including the Baltic and East Prussia. [951, 577, 1102, 628]
paragraph: One of the most significant ceremonies of the tour will be on May 19, when the King will give the Royal assent in person to a number of Bills in the Parliament in Ottawa. Among the measures which will become law on this occasion of historic interest in the constitutional story of the great British Commonwealth of Nations is a Bill giving effect to the provisions of the trade agreement between Canada and the United States. [793, 533, 944, 609]
paragraph: Messages reaching London dwell on the warmth of the welcome which awaits their Majesties. The route along which their Majesties will drive from Wolfe's Cove Dock to the Legislative Buildings has been elaborately decorated. Magnificent decorations adorn public and private buildings in Quebec, Montreal, Toronto and Ottawa. [793, 470, 944, 530]
paragraph: "Few people in New Zealand, if any, have earned the sympathetic consideration of the public as has Sir Truby King," the Hon A. Hamilton, Leader of the Opposition, declares in a statement supporting the appeal. "To honour his work in the form of a National Memorial is the least a grateful community can do to show their appreciation for his great services to infant life not only in New Zealand but throughout the world. [319, 577, 470, 653]
article-noble-benefactor [30, 42, 312, 708]
divider [696, 84, 726, 85]
subheadline: ACCORDING TO REPORTS REACHING QUEBEC. [820, 700, 917, 719]
subheadline: MAYOR OF MASTERTON COMMENDS APPEAL. [506, 814, 599, 833]
credit-line: By Telegraph—Press Association—Copyright. [477, 443, 598, 451]
paragraph: The Greeks counter-attacked and occupied a Bulgarian frontier post, killing ten and wounding nine. [951, 1035, 1102, 1060]
section-heading: DEBT OF GRATITUDE [196, 1032, 291, 1043]
paragraph: A national appeal for a sum of £5,000, to be expended in establishing a memorial to the late Sir Truby King, is made by the Royal New Zealand Society for the Health of Women and Children (the Plunket Society), of which Sir Truby King was the founder. [30, 161, 312, 205]
dateline: DARWIN, This Day. [1043, 150, 1098, 157]
paragraph: Some 40,000 young Germans, ostensibly tourists, have entered Danzig during the past 10 days, and are expected to participate in a parade of Danzig's Brown Shirts and Black Guards tomorrow, which the authorities are not seeking to prevent. Political circles do not expect a putsch at present, but voting papers, similar to those used in Nazi plebiscites, are reported to have been printed in Danzig. [477, 299, 628, 367]
subheadline: RIVAL CLAIMS ON ROYAL ATTENTION. [819, 1076, 918, 1095]
paragraph: Mr Putnam told the sheriff that the men "slugged" him in his garage and drove him off in his own car. [477, 761, 628, 778]
column-rule [631, 60, 632, 1638]
subheadline: PRUDENT NAVIGATION. [823, 395, 914, 405]
divider [538, 84, 568, 85]
paragraph: The Queen, who is enjoying the trip, saw one of the largest icebergs during the tour right ahead, necessitating reversing the engines. She remarked that it was almost like being arctic explorers. [793, 328, 944, 363]
divider [380, 898, 410, 899]
subheadline: FOLLOWED BY ASSAULT & KIDNAPPING [499, 594, 606, 613]
